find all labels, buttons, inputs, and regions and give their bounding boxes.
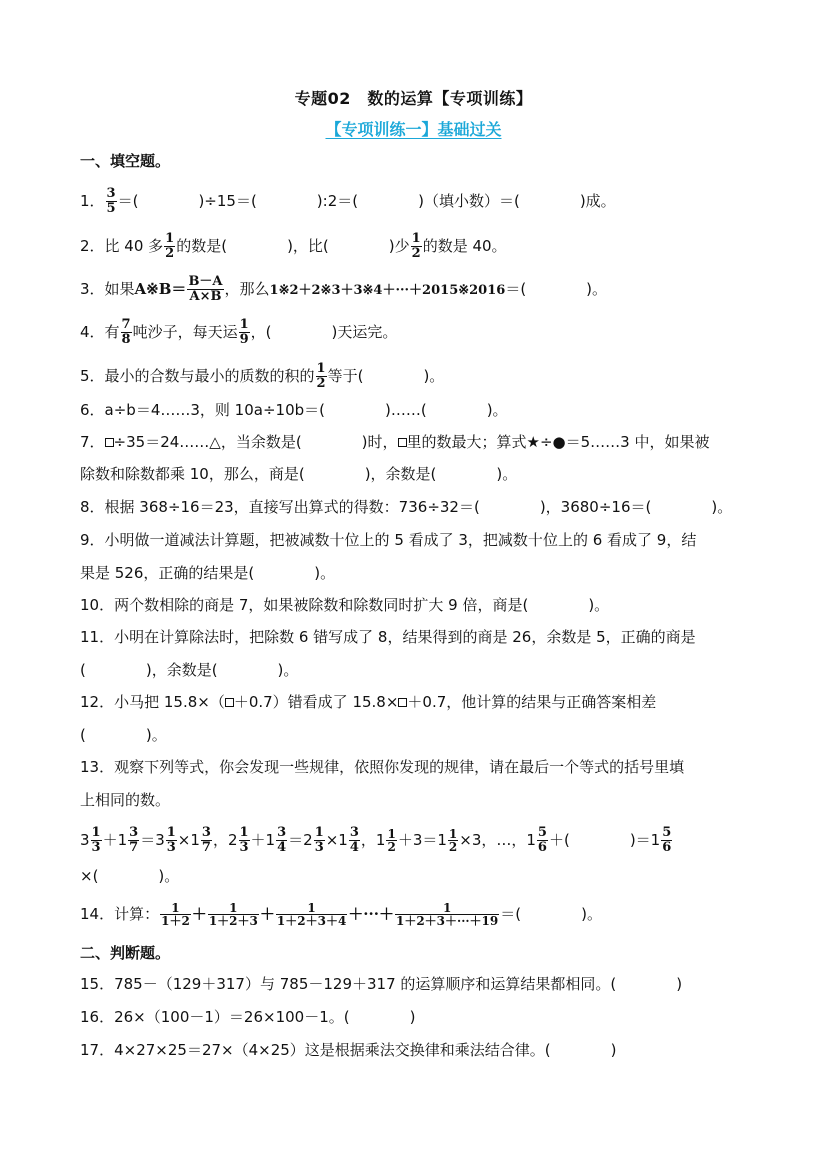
section-heading-fill-blank: 一、填空题。 [80,152,171,170]
question-15: 15．785－（129＋317）与 785－129＋317 的运算顺序和运算结果都相同。( ) [80,975,683,993]
blank-square-icon [398,438,407,447]
question-13-cont: 上相同的数。 [80,791,171,809]
question-9: 9．小明做一道减法计算题，把被减数十位上的 5 看成了 3，把减数十位上的 6 看成了 9，结 [80,531,697,549]
fraction: $\frac{B-A}{A\times B}$ [188,274,223,304]
question-1: 1． $\frac{3}{5}$ ＝( )÷15＝( ):2＝( )（填小数）＝( )成。 [80,186,616,216]
fraction: $\frac{1}{9}$ [239,317,249,347]
fraction: $\frac{1}{2}$ [411,231,421,261]
question-4: 4．有 $\frac{7}{8}$ 吨沙子，每天运 $\frac{1}{9}$ ，( )天运完。 [80,317,398,347]
question-10: 10．两个数相除的商是 7，如果被除数和除数同时扩大 9 倍，商是( )。 [80,596,610,614]
question-14: 14．计算： $\frac{1}{1+2}$ ＋ $\frac{1}{1+2+3}$ ＋ $\frac{1}{1+2+3+4}$ ＋···＋ $\frac{1}{1+2+3+\cdot\cdot\cdot+19}$ ＝( )。 [80,901,602,928]
question-11: 11．小明在计算除法时，把除数 6 错写成了 8，结果得到的商是 26，余数是 5，正确的商是 [80,628,696,646]
fraction: $\frac{1}{2}$ [316,361,326,391]
fraction: $\frac{7}{8}$ [121,317,131,347]
question-13-equations: 3 $\frac{1}{3}$ ＋1 $\frac{3}{7}$ ＝3 $\frac{1}{3}$ ×1 $\frac{3}{7}$ ，2 $\frac{1}{3}$ ＋1 $\frac{3}{4}$ ＝2 $\frac{1}{3}$ ×1 $\frac{3}{4}$ ，1 $\frac{1}{2}$ ＋3＝1 $\frac{1}{2}$ ×3，…，1 $\frac{5}{6}$ ＋( )＝1 $\frac{5}{6}$ [80,825,672,855]
question-7: 7． ÷35＝24……△，当余数是( )时， 里的数最大；算式★÷●＝5……3 中，如果被 [80,433,710,451]
page-title: 专题02 数的运算【专项训练】 [294,89,533,108]
question-3: 3．如果A※B＝ $\frac{B-A}{A\times B}$ ，那么1※2＋2※3＋3※4＋···＋2015※2016＝( )。 [80,274,608,304]
question-11-cont: ( )，余数是( )。 [80,661,299,679]
question-13-end: ×( )。 [80,867,180,885]
question-5: 5．最小的合数与最小的质数的积的 $\frac{1}{2}$ 等于( )。 [80,361,445,391]
question-17: 17．4×27×25＝27×（4×25）这是根据乘法交换律和乘法结合律。( ) [80,1041,617,1059]
question-12-cont: ( )。 [80,726,167,744]
question-6: 6．a÷b＝4……3，则 10a÷10b＝( )……( )。 [80,401,508,419]
fraction: $\frac{1}{2}$ [165,231,175,261]
question-2: 2．比 40 多 $\frac{1}{2}$ 的数是( )，比( )少 $\frac{1}{2}$ 的数是 40。 [80,231,507,261]
question-12: 12．小马把 15.8×（ ＋0.7）错看成了 15.8× ＋0.7，他计算的结果与正确答案相差 [80,693,657,711]
question-13: 13．观察下列等式，你会发现一些规律，依照你发现的规律，请在最后一个等式的括号里填 [80,758,685,776]
fraction: $\frac{3}{5}$ [106,186,116,216]
question-16: 16．26×（100－1）＝26×100－1。( ) [80,1008,416,1026]
section-subtitle: 【专项训练一】基础过关 [325,120,502,139]
section-heading-true-false: 二、判断题。 [80,944,171,962]
question-9-cont: 果是 526，正确的结果是( )。 [80,564,336,582]
question-8: 8．根据 368÷16＝23，直接写出算式的得数：736÷32＝( )，3680÷16＝( )。 [80,498,733,516]
blank-square-icon [225,698,234,707]
question-7-cont: 除数和除数都乘 10，那么，商是( )，余数是( )。 [80,465,518,483]
blank-square-icon [105,438,114,447]
